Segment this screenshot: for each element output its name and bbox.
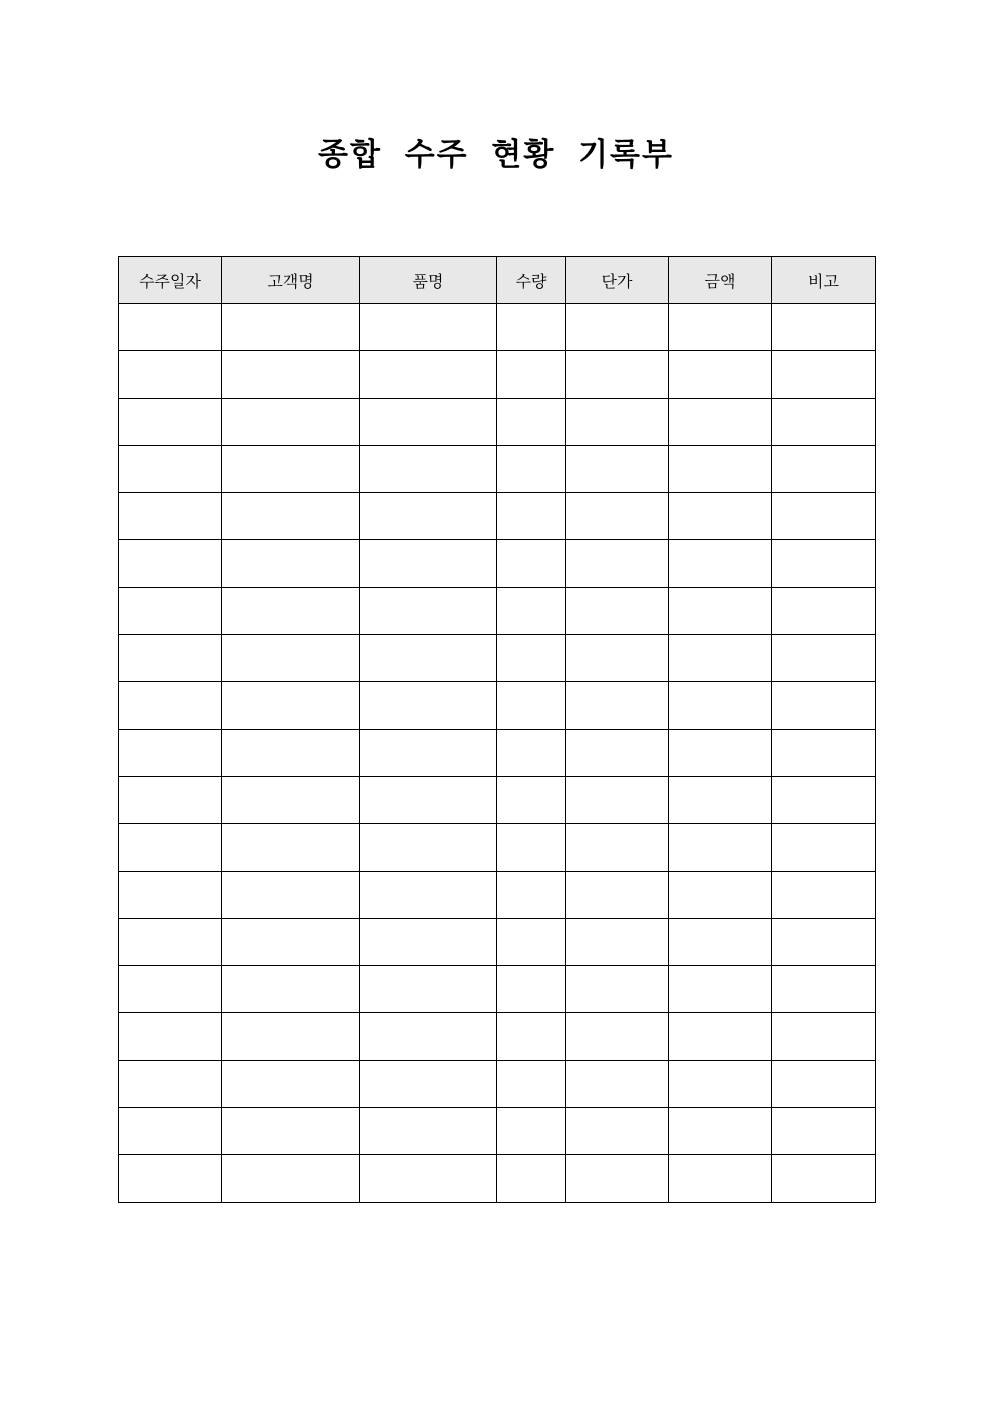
cell-remarks[interactable] [772, 871, 876, 918]
cell-unit-price[interactable] [566, 1060, 669, 1107]
cell-item-name[interactable] [360, 304, 497, 351]
table-row [119, 966, 876, 1013]
cell-amount[interactable] [669, 871, 772, 918]
cell-remarks[interactable] [772, 966, 876, 1013]
cell-item-name[interactable] [360, 824, 497, 871]
cell-quantity[interactable] [497, 966, 566, 1013]
cell-amount[interactable] [669, 682, 772, 729]
table-row [119, 587, 876, 634]
cell-order-date[interactable] [119, 1108, 222, 1155]
cell-order-date[interactable] [119, 493, 222, 540]
table-row [119, 682, 876, 729]
cell-order-date[interactable] [119, 824, 222, 871]
cell-quantity[interactable] [497, 635, 566, 682]
cell-customer-name[interactable] [222, 1155, 360, 1202]
table-row [119, 1108, 876, 1155]
cell-quantity[interactable] [497, 304, 566, 351]
cell-remarks[interactable] [772, 540, 876, 587]
cell-remarks[interactable] [772, 1013, 876, 1060]
cell-order-date[interactable] [119, 540, 222, 587]
cell-remarks[interactable] [772, 351, 876, 398]
cell-amount[interactable] [669, 918, 772, 965]
cell-unit-price[interactable] [566, 776, 669, 823]
cell-item-name[interactable] [360, 1013, 497, 1060]
table-row [119, 1060, 876, 1107]
cell-remarks[interactable] [772, 824, 876, 871]
cell-quantity[interactable] [497, 540, 566, 587]
cell-quantity[interactable] [497, 682, 566, 729]
cell-customer-name[interactable] [222, 1060, 360, 1107]
cell-amount[interactable] [669, 1013, 772, 1060]
cell-customer-name[interactable] [222, 351, 360, 398]
table-header-row [119, 257, 876, 304]
cell-remarks[interactable] [772, 304, 876, 351]
cell-quantity[interactable] [497, 398, 566, 445]
cell-unit-price[interactable] [566, 540, 669, 587]
cell-quantity[interactable] [497, 918, 566, 965]
table-body [119, 304, 876, 1203]
cell-customer-name[interactable] [222, 398, 360, 445]
cell-quantity[interactable] [497, 776, 566, 823]
cell-item-name[interactable] [360, 351, 497, 398]
cell-amount[interactable] [669, 304, 772, 351]
cell-unit-price[interactable] [566, 304, 669, 351]
table-row [119, 540, 876, 587]
cell-order-date[interactable] [119, 776, 222, 823]
cell-customer-name[interactable] [222, 635, 360, 682]
column-header-customer-name: 고객명 [222, 257, 360, 304]
cell-item-name[interactable] [360, 445, 497, 492]
cell-amount[interactable] [669, 351, 772, 398]
cell-quantity[interactable] [497, 587, 566, 634]
cell-unit-price[interactable] [566, 493, 669, 540]
cell-customer-name[interactable] [222, 966, 360, 1013]
table-row [119, 493, 876, 540]
column-header-item-name: 품명 [360, 257, 497, 304]
cell-customer-name[interactable] [222, 824, 360, 871]
cell-item-name[interactable] [360, 1108, 497, 1155]
table-row [119, 1013, 876, 1060]
cell-item-name[interactable] [360, 966, 497, 1013]
cell-customer-name[interactable] [222, 304, 360, 351]
cell-customer-name[interactable] [222, 540, 360, 587]
cell-unit-price[interactable] [566, 635, 669, 682]
cell-unit-price[interactable] [566, 351, 669, 398]
cell-customer-name[interactable] [222, 445, 360, 492]
cell-customer-name[interactable] [222, 682, 360, 729]
cell-remarks[interactable] [772, 682, 876, 729]
cell-unit-price[interactable] [566, 587, 669, 634]
cell-order-date[interactable] [119, 587, 222, 634]
cell-unit-price[interactable] [566, 1155, 669, 1202]
cell-remarks[interactable] [772, 493, 876, 540]
cell-amount[interactable] [669, 587, 772, 634]
cell-item-name[interactable] [360, 1155, 497, 1202]
page-title: 종합 수주 현황 기록부 [318, 137, 674, 173]
cell-unit-price[interactable] [566, 966, 669, 1013]
cell-unit-price[interactable] [566, 1108, 669, 1155]
cell-item-name[interactable] [360, 729, 497, 776]
column-header-unit-price: 단가 [566, 257, 669, 304]
cell-item-name[interactable] [360, 493, 497, 540]
cell-remarks[interactable] [772, 918, 876, 965]
cell-customer-name[interactable] [222, 729, 360, 776]
cell-item-name[interactable] [360, 682, 497, 729]
table-row [119, 304, 876, 351]
cell-amount[interactable] [669, 445, 772, 492]
cell-order-date[interactable] [119, 1013, 222, 1060]
cell-unit-price[interactable] [566, 824, 669, 871]
cell-unit-price[interactable] [566, 682, 669, 729]
cell-unit-price[interactable] [566, 871, 669, 918]
cell-remarks[interactable] [772, 398, 876, 445]
cell-order-date[interactable] [119, 682, 222, 729]
table-row [119, 1155, 876, 1202]
cell-amount[interactable] [669, 824, 772, 871]
cell-amount[interactable] [669, 776, 772, 823]
cell-quantity[interactable] [497, 729, 566, 776]
cell-customer-name[interactable] [222, 1108, 360, 1155]
cell-item-name[interactable] [360, 398, 497, 445]
table-row [119, 635, 876, 682]
order-record-table [118, 256, 876, 1203]
cell-amount[interactable] [669, 1155, 772, 1202]
cell-remarks[interactable] [772, 1060, 876, 1107]
cell-amount[interactable] [669, 398, 772, 445]
column-header-amount: 금액 [669, 257, 772, 304]
cell-order-date[interactable] [119, 351, 222, 398]
cell-unit-price[interactable] [566, 1013, 669, 1060]
table-row [119, 445, 876, 492]
cell-amount[interactable] [669, 540, 772, 587]
cell-order-date[interactable] [119, 729, 222, 776]
cell-quantity[interactable] [497, 1013, 566, 1060]
column-header-remarks: 비고 [772, 257, 876, 304]
cell-remarks[interactable] [772, 587, 876, 634]
cell-order-date[interactable] [119, 635, 222, 682]
table-row [119, 776, 876, 823]
cell-unit-price[interactable] [566, 398, 669, 445]
cell-order-date[interactable] [119, 1155, 222, 1202]
cell-amount[interactable] [669, 1108, 772, 1155]
cell-quantity[interactable] [497, 824, 566, 871]
cell-item-name[interactable] [360, 776, 497, 823]
table-row [119, 398, 876, 445]
cell-customer-name[interactable] [222, 776, 360, 823]
cell-unit-price[interactable] [566, 918, 669, 965]
table-row [119, 729, 876, 776]
cell-customer-name[interactable] [222, 587, 360, 634]
cell-quantity[interactable] [497, 1060, 566, 1107]
cell-quantity[interactable] [497, 1155, 566, 1202]
cell-order-date[interactable] [119, 1060, 222, 1107]
column-header-order-date: 수주일자 [119, 257, 222, 304]
cell-item-name[interactable] [360, 871, 497, 918]
cell-amount[interactable] [669, 1060, 772, 1107]
cell-item-name[interactable] [360, 918, 497, 965]
cell-unit-price[interactable] [566, 445, 669, 492]
cell-order-date[interactable] [119, 304, 222, 351]
cell-customer-name[interactable] [222, 918, 360, 965]
cell-remarks[interactable] [772, 1155, 876, 1202]
column-header-quantity: 수량 [497, 257, 566, 304]
cell-remarks[interactable] [772, 729, 876, 776]
cell-amount[interactable] [669, 729, 772, 776]
cell-order-date[interactable] [119, 871, 222, 918]
cell-remarks[interactable] [772, 445, 876, 492]
cell-customer-name[interactable] [222, 871, 360, 918]
cell-quantity[interactable] [497, 493, 566, 540]
table-row [119, 351, 876, 398]
cell-amount[interactable] [669, 635, 772, 682]
cell-customer-name[interactable] [222, 1013, 360, 1060]
cell-remarks[interactable] [772, 776, 876, 823]
cell-quantity[interactable] [497, 351, 566, 398]
cell-unit-price[interactable] [566, 729, 669, 776]
table-row [119, 918, 876, 965]
cell-quantity[interactable] [497, 871, 566, 918]
table-row [119, 824, 876, 871]
cell-customer-name[interactable] [222, 493, 360, 540]
table-row [119, 871, 876, 918]
cell-order-date[interactable] [119, 398, 222, 445]
cell-quantity[interactable] [497, 1108, 566, 1155]
cell-order-date[interactable] [119, 966, 222, 1013]
cell-remarks[interactable] [772, 635, 876, 682]
cell-quantity[interactable] [497, 445, 566, 492]
cell-item-name[interactable] [360, 635, 497, 682]
cell-item-name[interactable] [360, 587, 497, 634]
cell-order-date[interactable] [119, 445, 222, 492]
cell-order-date[interactable] [119, 918, 222, 965]
cell-amount[interactable] [669, 966, 772, 1013]
cell-remarks[interactable] [772, 1108, 876, 1155]
cell-amount[interactable] [669, 493, 772, 540]
cell-item-name[interactable] [360, 1060, 497, 1107]
cell-item-name[interactable] [360, 540, 497, 587]
